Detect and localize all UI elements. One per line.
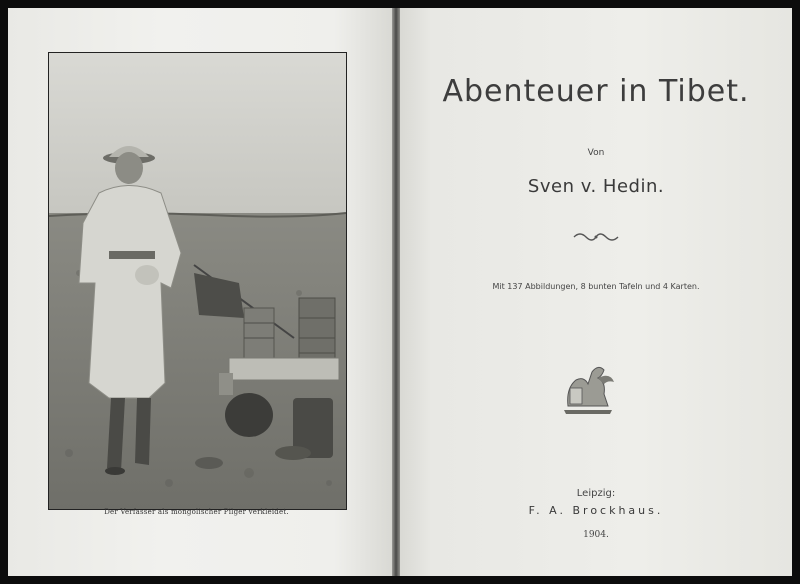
book-gutter — [392, 8, 400, 576]
frontispiece-photo — [48, 52, 347, 510]
left-page — [8, 8, 392, 576]
publisher-griffin-emblem-icon — [558, 358, 618, 418]
ornament-icon — [572, 230, 620, 244]
publication-year: 1904. — [583, 530, 609, 540]
right-page — [400, 8, 792, 576]
contents-note: Mit 137 Abbildungen, 8 bunten Tafeln und 4 Karten. — [492, 282, 700, 291]
publisher-name: F. A. Brockhaus. — [528, 504, 664, 517]
book-title: Abenteuer in Tibet. — [442, 74, 750, 109]
by-label: Von — [587, 148, 605, 158]
author-name: Sven v. Hedin. — [527, 176, 665, 197]
frontispiece-illustration — [49, 53, 346, 509]
title-page — [400, 8, 792, 576]
photo-caption: Der Verfasser als mongolischer Pilger verkleidet. — [104, 508, 289, 516]
publication-place: Leipzig: — [576, 488, 616, 499]
